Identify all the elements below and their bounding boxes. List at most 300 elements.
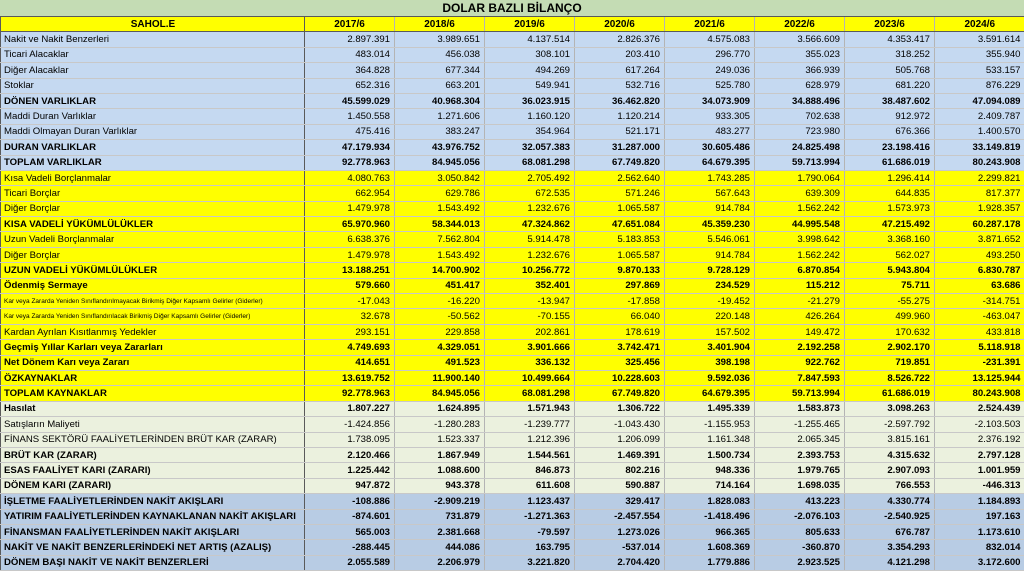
value-cell[interactable]: 521.171 — [575, 124, 665, 139]
value-cell[interactable]: 914.784 — [665, 201, 755, 216]
value-cell[interactable]: 1.400.570 — [935, 124, 1024, 139]
value-cell[interactable]: 5.546.061 — [665, 232, 755, 247]
value-cell[interactable]: 1.624.895 — [395, 401, 485, 416]
value-cell[interactable]: 766.553 — [845, 478, 935, 493]
value-cell[interactable]: 629.786 — [395, 186, 485, 201]
value-cell[interactable]: 3.591.614 — [935, 32, 1024, 47]
value-cell[interactable]: 1.562.242 — [755, 201, 845, 216]
value-cell[interactable]: 7.847.593 — [755, 370, 845, 385]
value-cell[interactable]: 61.686.019 — [845, 386, 935, 401]
value-cell[interactable]: 44.995.548 — [755, 217, 845, 232]
value-cell[interactable]: 1.779.886 — [665, 555, 755, 570]
row-label-cell[interactable]: Satışların Maliyeti — [1, 417, 305, 432]
row-label-cell[interactable]: FİNANS SEKTÖRÜ FAALİYETLERİNDEN BRÜT KAR (ZARAR) — [1, 432, 305, 447]
value-cell[interactable]: 1.161.348 — [665, 432, 755, 447]
row-label-cell[interactable]: Diğer Borçlar — [1, 247, 305, 262]
value-cell[interactable]: 2.192.258 — [755, 340, 845, 355]
value-cell[interactable]: -2.076.103 — [755, 509, 845, 524]
value-cell[interactable]: 80.243.908 — [935, 386, 1024, 401]
value-cell[interactable]: -16.220 — [395, 294, 485, 309]
value-cell[interactable]: -19.452 — [665, 294, 755, 309]
value-cell[interactable]: 1.065.587 — [575, 201, 665, 216]
value-cell[interactable]: 1.088.600 — [395, 463, 485, 478]
value-cell[interactable]: 2.897.391 — [305, 32, 395, 47]
value-cell[interactable]: 617.264 — [575, 63, 665, 78]
row-label-cell[interactable]: Maddi Olmayan Duran Varlıklar — [1, 124, 305, 139]
value-cell[interactable]: 817.377 — [935, 186, 1024, 201]
value-cell[interactable]: 84.945.056 — [395, 155, 485, 170]
value-cell[interactable]: 68.081.298 — [485, 155, 575, 170]
value-cell[interactable]: 914.784 — [665, 247, 755, 262]
value-cell[interactable]: 6.830.787 — [935, 263, 1024, 278]
value-cell[interactable]: 672.535 — [485, 186, 575, 201]
value-cell[interactable]: 1.543.492 — [395, 247, 485, 262]
value-cell[interactable]: 60.287.178 — [935, 217, 1024, 232]
value-cell[interactable]: 1.065.587 — [575, 247, 665, 262]
value-cell[interactable]: 10.499.664 — [485, 370, 575, 385]
value-cell[interactable]: -360.870 — [755, 540, 845, 555]
value-cell[interactable]: 4.329.051 — [395, 340, 485, 355]
value-cell[interactable]: 4.080.763 — [305, 170, 395, 185]
value-cell[interactable]: 2.393.753 — [755, 447, 845, 462]
value-cell[interactable]: 426.264 — [755, 309, 845, 324]
value-cell[interactable]: -1.424.856 — [305, 417, 395, 432]
value-cell[interactable]: 1.296.414 — [845, 170, 935, 185]
value-cell[interactable]: 533.157 — [935, 63, 1024, 78]
value-cell[interactable]: 47.324.862 — [485, 217, 575, 232]
value-cell[interactable]: 1.450.558 — [305, 109, 395, 124]
value-cell[interactable]: 1.790.064 — [755, 170, 845, 185]
value-cell[interactable]: 1.979.765 — [755, 463, 845, 478]
value-cell[interactable]: 1.160.120 — [485, 109, 575, 124]
value-cell[interactable]: 4.330.774 — [845, 494, 935, 509]
value-cell[interactable]: 398.198 — [665, 355, 755, 370]
value-cell[interactable]: 92.778.963 — [305, 386, 395, 401]
value-cell[interactable]: -874.601 — [305, 509, 395, 524]
value-cell[interactable]: 4.137.514 — [485, 32, 575, 47]
row-label-cell[interactable]: BRÜT KAR (ZARAR) — [1, 447, 305, 462]
row-label-cell[interactable]: ÖZKAYNAKLAR — [1, 370, 305, 385]
value-cell[interactable]: -2.103.503 — [935, 417, 1024, 432]
value-cell[interactable]: -446.313 — [935, 478, 1024, 493]
value-cell[interactable]: 912.972 — [845, 109, 935, 124]
value-cell[interactable]: 32.678 — [305, 309, 395, 324]
value-cell[interactable]: 1.271.606 — [395, 109, 485, 124]
value-cell[interactable]: 499.960 — [845, 309, 935, 324]
value-cell[interactable]: 36.462.820 — [575, 93, 665, 108]
value-cell[interactable]: 2.902.170 — [845, 340, 935, 355]
value-cell[interactable]: 1.001.959 — [935, 463, 1024, 478]
value-cell[interactable]: 9.592.036 — [665, 370, 755, 385]
value-cell[interactable]: 525.780 — [665, 78, 755, 93]
value-cell[interactable]: 451.417 — [395, 278, 485, 293]
value-cell[interactable]: 4.749.693 — [305, 340, 395, 355]
row-label-cell[interactable]: DÖNEN VARLIKLAR — [1, 93, 305, 108]
value-cell[interactable]: 352.401 — [485, 278, 575, 293]
value-cell[interactable]: 1.738.095 — [305, 432, 395, 447]
value-cell[interactable]: -1.155.953 — [665, 417, 755, 432]
value-cell[interactable]: 4.575.083 — [665, 32, 755, 47]
value-cell[interactable]: -50.562 — [395, 309, 485, 324]
value-cell[interactable]: 1.608.369 — [665, 540, 755, 555]
value-cell[interactable]: 562.027 — [845, 247, 935, 262]
value-cell[interactable]: 549.941 — [485, 78, 575, 93]
value-cell[interactable]: -13.947 — [485, 294, 575, 309]
value-cell[interactable]: 1.743.285 — [665, 170, 755, 185]
value-cell[interactable]: 1.479.978 — [305, 201, 395, 216]
value-cell[interactable]: 1.206.099 — [575, 432, 665, 447]
value-cell[interactable]: 47.179.934 — [305, 140, 395, 155]
value-cell[interactable]: -17.043 — [305, 294, 395, 309]
value-cell[interactable]: 966.365 — [665, 524, 755, 539]
value-cell[interactable]: 336.132 — [485, 355, 575, 370]
value-cell[interactable]: 178.619 — [575, 324, 665, 339]
value-cell[interactable]: 220.148 — [665, 309, 755, 324]
value-cell[interactable]: 5.914.478 — [485, 232, 575, 247]
value-cell[interactable]: 75.711 — [845, 278, 935, 293]
row-label-cell[interactable]: Ticari Alacaklar — [1, 47, 305, 62]
value-cell[interactable]: 4.315.632 — [845, 447, 935, 462]
value-cell[interactable]: 1.469.391 — [575, 447, 665, 462]
value-cell[interactable]: 157.502 — [665, 324, 755, 339]
value-cell[interactable]: 677.344 — [395, 63, 485, 78]
value-cell[interactable]: 723.980 — [755, 124, 845, 139]
value-cell[interactable]: 2.923.525 — [755, 555, 845, 570]
value-cell[interactable]: 355.940 — [935, 47, 1024, 62]
year-header[interactable]: 2022/6 — [755, 17, 845, 32]
value-cell[interactable]: 3.989.651 — [395, 32, 485, 47]
value-cell[interactable]: 1.573.973 — [845, 201, 935, 216]
value-cell[interactable]: 1.867.949 — [395, 447, 485, 462]
value-cell[interactable]: 475.416 — [305, 124, 395, 139]
value-cell[interactable]: 676.787 — [845, 524, 935, 539]
ticker-cell[interactable]: SAHOL.E — [1, 17, 305, 32]
value-cell[interactable]: 61.686.019 — [845, 155, 935, 170]
value-cell[interactable]: 2.705.492 — [485, 170, 575, 185]
value-cell[interactable]: 1.479.978 — [305, 247, 395, 262]
row-label-cell[interactable]: Geçmiş Yıllar Karları veya Zararları — [1, 340, 305, 355]
value-cell[interactable]: 202.861 — [485, 324, 575, 339]
row-label-cell[interactable]: DURAN VARLIKLAR — [1, 140, 305, 155]
value-cell[interactable]: 229.858 — [395, 324, 485, 339]
value-cell[interactable]: 14.700.902 — [395, 263, 485, 278]
value-cell[interactable]: 681.220 — [845, 78, 935, 93]
value-cell[interactable]: 2.055.589 — [305, 555, 395, 570]
value-cell[interactable]: 31.287.000 — [575, 140, 665, 155]
row-label-cell[interactable]: Nakit ve Nakit Benzerleri — [1, 32, 305, 47]
value-cell[interactable]: 318.252 — [845, 47, 935, 62]
value-cell[interactable]: 611.608 — [485, 478, 575, 493]
value-cell[interactable]: 40.968.304 — [395, 93, 485, 108]
value-cell[interactable]: 11.900.140 — [395, 370, 485, 385]
value-cell[interactable]: 297.869 — [575, 278, 665, 293]
value-cell[interactable]: 1.544.561 — [485, 447, 575, 462]
value-cell[interactable]: -314.751 — [935, 294, 1024, 309]
value-cell[interactable]: 3.742.471 — [575, 340, 665, 355]
value-cell[interactable]: 84.945.056 — [395, 386, 485, 401]
value-cell[interactable]: 1.123.437 — [485, 494, 575, 509]
value-cell[interactable]: 64.679.395 — [665, 386, 755, 401]
value-cell[interactable]: 6.638.376 — [305, 232, 395, 247]
value-cell[interactable]: 491.523 — [395, 355, 485, 370]
row-label-cell[interactable]: Kar veya Zararda Yeniden Sınıflandırılmayacak Birikmiş Diğer Kapsamlı Gelirler (Giderler) — [1, 294, 305, 309]
value-cell[interactable]: 58.344.013 — [395, 217, 485, 232]
value-cell[interactable]: 4.121.298 — [845, 555, 935, 570]
value-cell[interactable]: 676.366 — [845, 124, 935, 139]
value-cell[interactable]: 6.870.854 — [755, 263, 845, 278]
value-cell[interactable]: 1.120.214 — [575, 109, 665, 124]
value-cell[interactable]: 3.172.600 — [935, 555, 1024, 570]
value-cell[interactable]: 702.638 — [755, 109, 845, 124]
value-cell[interactable]: 3.815.161 — [845, 432, 935, 447]
value-cell[interactable]: 66.040 — [575, 309, 665, 324]
value-cell[interactable]: 933.305 — [665, 109, 755, 124]
value-cell[interactable]: 4.353.417 — [845, 32, 935, 47]
value-cell[interactable]: 805.633 — [755, 524, 845, 539]
row-label-cell[interactable]: Ticari Borçlar — [1, 186, 305, 201]
value-cell[interactable]: 1.500.734 — [665, 447, 755, 462]
value-cell[interactable]: -2.540.925 — [845, 509, 935, 524]
value-cell[interactable]: 59.713.994 — [755, 386, 845, 401]
row-label-cell[interactable]: Kardan Ayrılan Kısıtlanmış Yedekler — [1, 324, 305, 339]
value-cell[interactable]: 80.243.908 — [935, 155, 1024, 170]
value-cell[interactable]: 947.872 — [305, 478, 395, 493]
value-cell[interactable]: 43.976.752 — [395, 140, 485, 155]
value-cell[interactable]: 5.943.804 — [845, 263, 935, 278]
value-cell[interactable]: 644.835 — [845, 186, 935, 201]
row-label-cell[interactable]: ESAS FAALİYET KARI (ZARARI) — [1, 463, 305, 478]
value-cell[interactable]: 483.277 — [665, 124, 755, 139]
value-cell[interactable]: 163.795 — [485, 540, 575, 555]
value-cell[interactable]: 1.828.083 — [665, 494, 755, 509]
value-cell[interactable]: 846.873 — [485, 463, 575, 478]
value-cell[interactable]: 1.495.339 — [665, 401, 755, 416]
value-cell[interactable]: 494.269 — [485, 63, 575, 78]
value-cell[interactable]: 92.778.963 — [305, 155, 395, 170]
value-cell[interactable]: 68.081.298 — [485, 386, 575, 401]
value-cell[interactable]: 13.125.944 — [935, 370, 1024, 385]
year-header[interactable]: 2017/6 — [305, 17, 395, 32]
value-cell[interactable]: 3.901.666 — [485, 340, 575, 355]
value-cell[interactable]: 493.250 — [935, 247, 1024, 262]
value-cell[interactable]: 2.826.376 — [575, 32, 665, 47]
value-cell[interactable]: 10.256.772 — [485, 263, 575, 278]
value-cell[interactable]: 1.232.676 — [485, 247, 575, 262]
value-cell[interactable]: 567.643 — [665, 186, 755, 201]
value-cell[interactable]: 234.529 — [665, 278, 755, 293]
value-cell[interactable]: -231.391 — [935, 355, 1024, 370]
value-cell[interactable]: -55.275 — [845, 294, 935, 309]
value-cell[interactable]: 433.818 — [935, 324, 1024, 339]
value-cell[interactable]: 170.632 — [845, 324, 935, 339]
value-cell[interactable]: 3.998.642 — [755, 232, 845, 247]
value-cell[interactable]: 13.188.251 — [305, 263, 395, 278]
value-cell[interactable]: 579.660 — [305, 278, 395, 293]
row-label-cell[interactable]: TOPLAM KAYNAKLAR — [1, 386, 305, 401]
value-cell[interactable]: 2.299.821 — [935, 170, 1024, 185]
value-cell[interactable]: 47.215.492 — [845, 217, 935, 232]
value-cell[interactable]: 2.797.128 — [935, 447, 1024, 462]
value-cell[interactable]: 325.456 — [575, 355, 665, 370]
row-label-cell[interactable]: Ödenmiş Sermaye — [1, 278, 305, 293]
value-cell[interactable]: 1.273.026 — [575, 524, 665, 539]
value-cell[interactable]: -537.014 — [575, 540, 665, 555]
value-cell[interactable]: -288.445 — [305, 540, 395, 555]
value-cell[interactable]: 10.228.603 — [575, 370, 665, 385]
value-cell[interactable]: 329.417 — [575, 494, 665, 509]
value-cell[interactable]: 662.954 — [305, 186, 395, 201]
value-cell[interactable]: 2.065.345 — [755, 432, 845, 447]
row-label-cell[interactable]: Diğer Alacaklar — [1, 63, 305, 78]
value-cell[interactable]: 2.381.668 — [395, 524, 485, 539]
value-cell[interactable]: 9.728.129 — [665, 263, 755, 278]
value-cell[interactable]: 3.221.820 — [485, 555, 575, 570]
row-label-cell[interactable]: DÖNEM KARI (ZARARI) — [1, 478, 305, 493]
row-label-cell[interactable]: NAKİT VE NAKİT BENZERLERİNDEKİ NET ARTIŞ (AZALIŞ) — [1, 540, 305, 555]
value-cell[interactable]: 34.888.496 — [755, 93, 845, 108]
value-cell[interactable]: 639.309 — [755, 186, 845, 201]
row-label-cell[interactable]: İŞLETME FAALİYETLERİNDEN NAKİT AKIŞLARI — [1, 494, 305, 509]
row-label-cell[interactable]: FİNANSMAN FAALİYETLERİNDEN NAKİT AKIŞLARI — [1, 524, 305, 539]
value-cell[interactable]: 413.223 — [755, 494, 845, 509]
value-cell[interactable]: 24.825.498 — [755, 140, 845, 155]
value-cell[interactable]: 203.410 — [575, 47, 665, 62]
value-cell[interactable]: 33.149.819 — [935, 140, 1024, 155]
value-cell[interactable]: 922.762 — [755, 355, 845, 370]
value-cell[interactable]: 444.086 — [395, 540, 485, 555]
value-cell[interactable]: 731.879 — [395, 509, 485, 524]
value-cell[interactable]: 115.212 — [755, 278, 845, 293]
value-cell[interactable]: 1.306.722 — [575, 401, 665, 416]
value-cell[interactable]: -1.418.496 — [665, 509, 755, 524]
value-cell[interactable]: 1.184.893 — [935, 494, 1024, 509]
value-cell[interactable]: 308.101 — [485, 47, 575, 62]
value-cell[interactable]: 714.164 — [665, 478, 755, 493]
value-cell[interactable]: -70.155 — [485, 309, 575, 324]
row-label-cell[interactable]: Net Dönem Karı veya Zararı — [1, 355, 305, 370]
value-cell[interactable]: 663.201 — [395, 78, 485, 93]
value-cell[interactable]: 948.336 — [665, 463, 755, 478]
value-cell[interactable]: -108.886 — [305, 494, 395, 509]
value-cell[interactable]: 719.851 — [845, 355, 935, 370]
value-cell[interactable]: 456.038 — [395, 47, 485, 62]
value-cell[interactable]: 2.120.466 — [305, 447, 395, 462]
value-cell[interactable]: 483.014 — [305, 47, 395, 62]
value-cell[interactable]: 876.229 — [935, 78, 1024, 93]
row-label-cell[interactable]: Hasılat — [1, 401, 305, 416]
value-cell[interactable]: 355.023 — [755, 47, 845, 62]
value-cell[interactable]: -463.047 — [935, 309, 1024, 324]
value-cell[interactable]: 354.964 — [485, 124, 575, 139]
value-cell[interactable]: 8.526.722 — [845, 370, 935, 385]
value-cell[interactable]: 1.928.357 — [935, 201, 1024, 216]
value-cell[interactable]: -1.271.363 — [485, 509, 575, 524]
value-cell[interactable]: 1.543.492 — [395, 201, 485, 216]
value-cell[interactable]: 3.871.652 — [935, 232, 1024, 247]
year-header[interactable]: 2023/6 — [845, 17, 935, 32]
value-cell[interactable]: 1.562.242 — [755, 247, 845, 262]
value-cell[interactable]: 38.487.602 — [845, 93, 935, 108]
row-label-cell[interactable]: YATIRIM FAALİYETLERİNDEN KAYNAKLANAN NAKİT AKIŞLARI — [1, 509, 305, 524]
value-cell[interactable]: 3.401.904 — [665, 340, 755, 355]
value-cell[interactable]: 3.098.263 — [845, 401, 935, 416]
value-cell[interactable]: 590.887 — [575, 478, 665, 493]
value-cell[interactable]: 3.050.842 — [395, 170, 485, 185]
value-cell[interactable]: 414.651 — [305, 355, 395, 370]
value-cell[interactable]: 1.698.035 — [755, 478, 845, 493]
value-cell[interactable]: 59.713.994 — [755, 155, 845, 170]
row-label-cell[interactable]: Diğer Borçlar — [1, 201, 305, 216]
value-cell[interactable]: 5.183.853 — [575, 232, 665, 247]
value-cell[interactable]: 293.151 — [305, 324, 395, 339]
value-cell[interactable]: 628.979 — [755, 78, 845, 93]
value-cell[interactable]: 67.749.820 — [575, 155, 665, 170]
value-cell[interactable]: -1.255.465 — [755, 417, 845, 432]
row-label-cell[interactable]: KISA VADELİ YÜKÜMLÜLÜKLER — [1, 217, 305, 232]
value-cell[interactable]: 2.907.093 — [845, 463, 935, 478]
value-cell[interactable]: 2.206.979 — [395, 555, 485, 570]
value-cell[interactable]: 3.354.293 — [845, 540, 935, 555]
value-cell[interactable]: 364.828 — [305, 63, 395, 78]
value-cell[interactable]: 23.198.416 — [845, 140, 935, 155]
value-cell[interactable]: 3.566.609 — [755, 32, 845, 47]
row-label-cell[interactable]: DÖNEM BAŞI NAKİT VE NAKİT BENZERLERİ — [1, 555, 305, 570]
value-cell[interactable]: 30.605.486 — [665, 140, 755, 155]
value-cell[interactable]: 802.216 — [575, 463, 665, 478]
value-cell[interactable]: 45.359.230 — [665, 217, 755, 232]
value-cell[interactable]: -21.279 — [755, 294, 845, 309]
value-cell[interactable]: 249.036 — [665, 63, 755, 78]
row-label-cell[interactable]: Stoklar — [1, 78, 305, 93]
value-cell[interactable]: 571.246 — [575, 186, 665, 201]
value-cell[interactable]: 366.939 — [755, 63, 845, 78]
row-label-cell[interactable]: Uzun Vadeli Borçlanmalar — [1, 232, 305, 247]
year-header[interactable]: 2020/6 — [575, 17, 665, 32]
value-cell[interactable]: 2.409.787 — [935, 109, 1024, 124]
value-cell[interactable]: 67.749.820 — [575, 386, 665, 401]
value-cell[interactable]: 1.225.442 — [305, 463, 395, 478]
year-header[interactable]: 2019/6 — [485, 17, 575, 32]
value-cell[interactable]: -1.280.283 — [395, 417, 485, 432]
value-cell[interactable]: 1.583.873 — [755, 401, 845, 416]
value-cell[interactable]: 7.562.804 — [395, 232, 485, 247]
value-cell[interactable]: 1.232.676 — [485, 201, 575, 216]
value-cell[interactable]: -17.858 — [575, 294, 665, 309]
value-cell[interactable]: 9.870.133 — [575, 263, 665, 278]
value-cell[interactable]: 1.571.943 — [485, 401, 575, 416]
value-cell[interactable]: 65.970.960 — [305, 217, 395, 232]
value-cell[interactable]: 1.807.227 — [305, 401, 395, 416]
row-label-cell[interactable]: Maddi Duran Varlıklar — [1, 109, 305, 124]
row-label-cell[interactable]: Kar veya Zararda Yeniden Sınıflandırılacak Birikmiş Diğer Kapsamlı Gelirler (Giderler) — [1, 309, 305, 324]
value-cell[interactable]: 832.014 — [935, 540, 1024, 555]
value-cell[interactable]: 2.524.439 — [935, 401, 1024, 416]
value-cell[interactable]: 63.686 — [935, 278, 1024, 293]
value-cell[interactable]: 13.619.752 — [305, 370, 395, 385]
value-cell[interactable]: 2.562.640 — [575, 170, 665, 185]
value-cell[interactable]: 565.003 — [305, 524, 395, 539]
value-cell[interactable]: 2.704.420 — [575, 555, 665, 570]
value-cell[interactable]: 149.472 — [755, 324, 845, 339]
value-cell[interactable]: -2.597.792 — [845, 417, 935, 432]
value-cell[interactable]: 47.094.089 — [935, 93, 1024, 108]
value-cell[interactable]: 5.118.918 — [935, 340, 1024, 355]
value-cell[interactable]: 34.073.909 — [665, 93, 755, 108]
value-cell[interactable]: 1.523.337 — [395, 432, 485, 447]
year-header[interactable]: 2021/6 — [665, 17, 755, 32]
value-cell[interactable]: -1.043.430 — [575, 417, 665, 432]
row-label-cell[interactable]: TOPLAM VARLIKLAR — [1, 155, 305, 170]
